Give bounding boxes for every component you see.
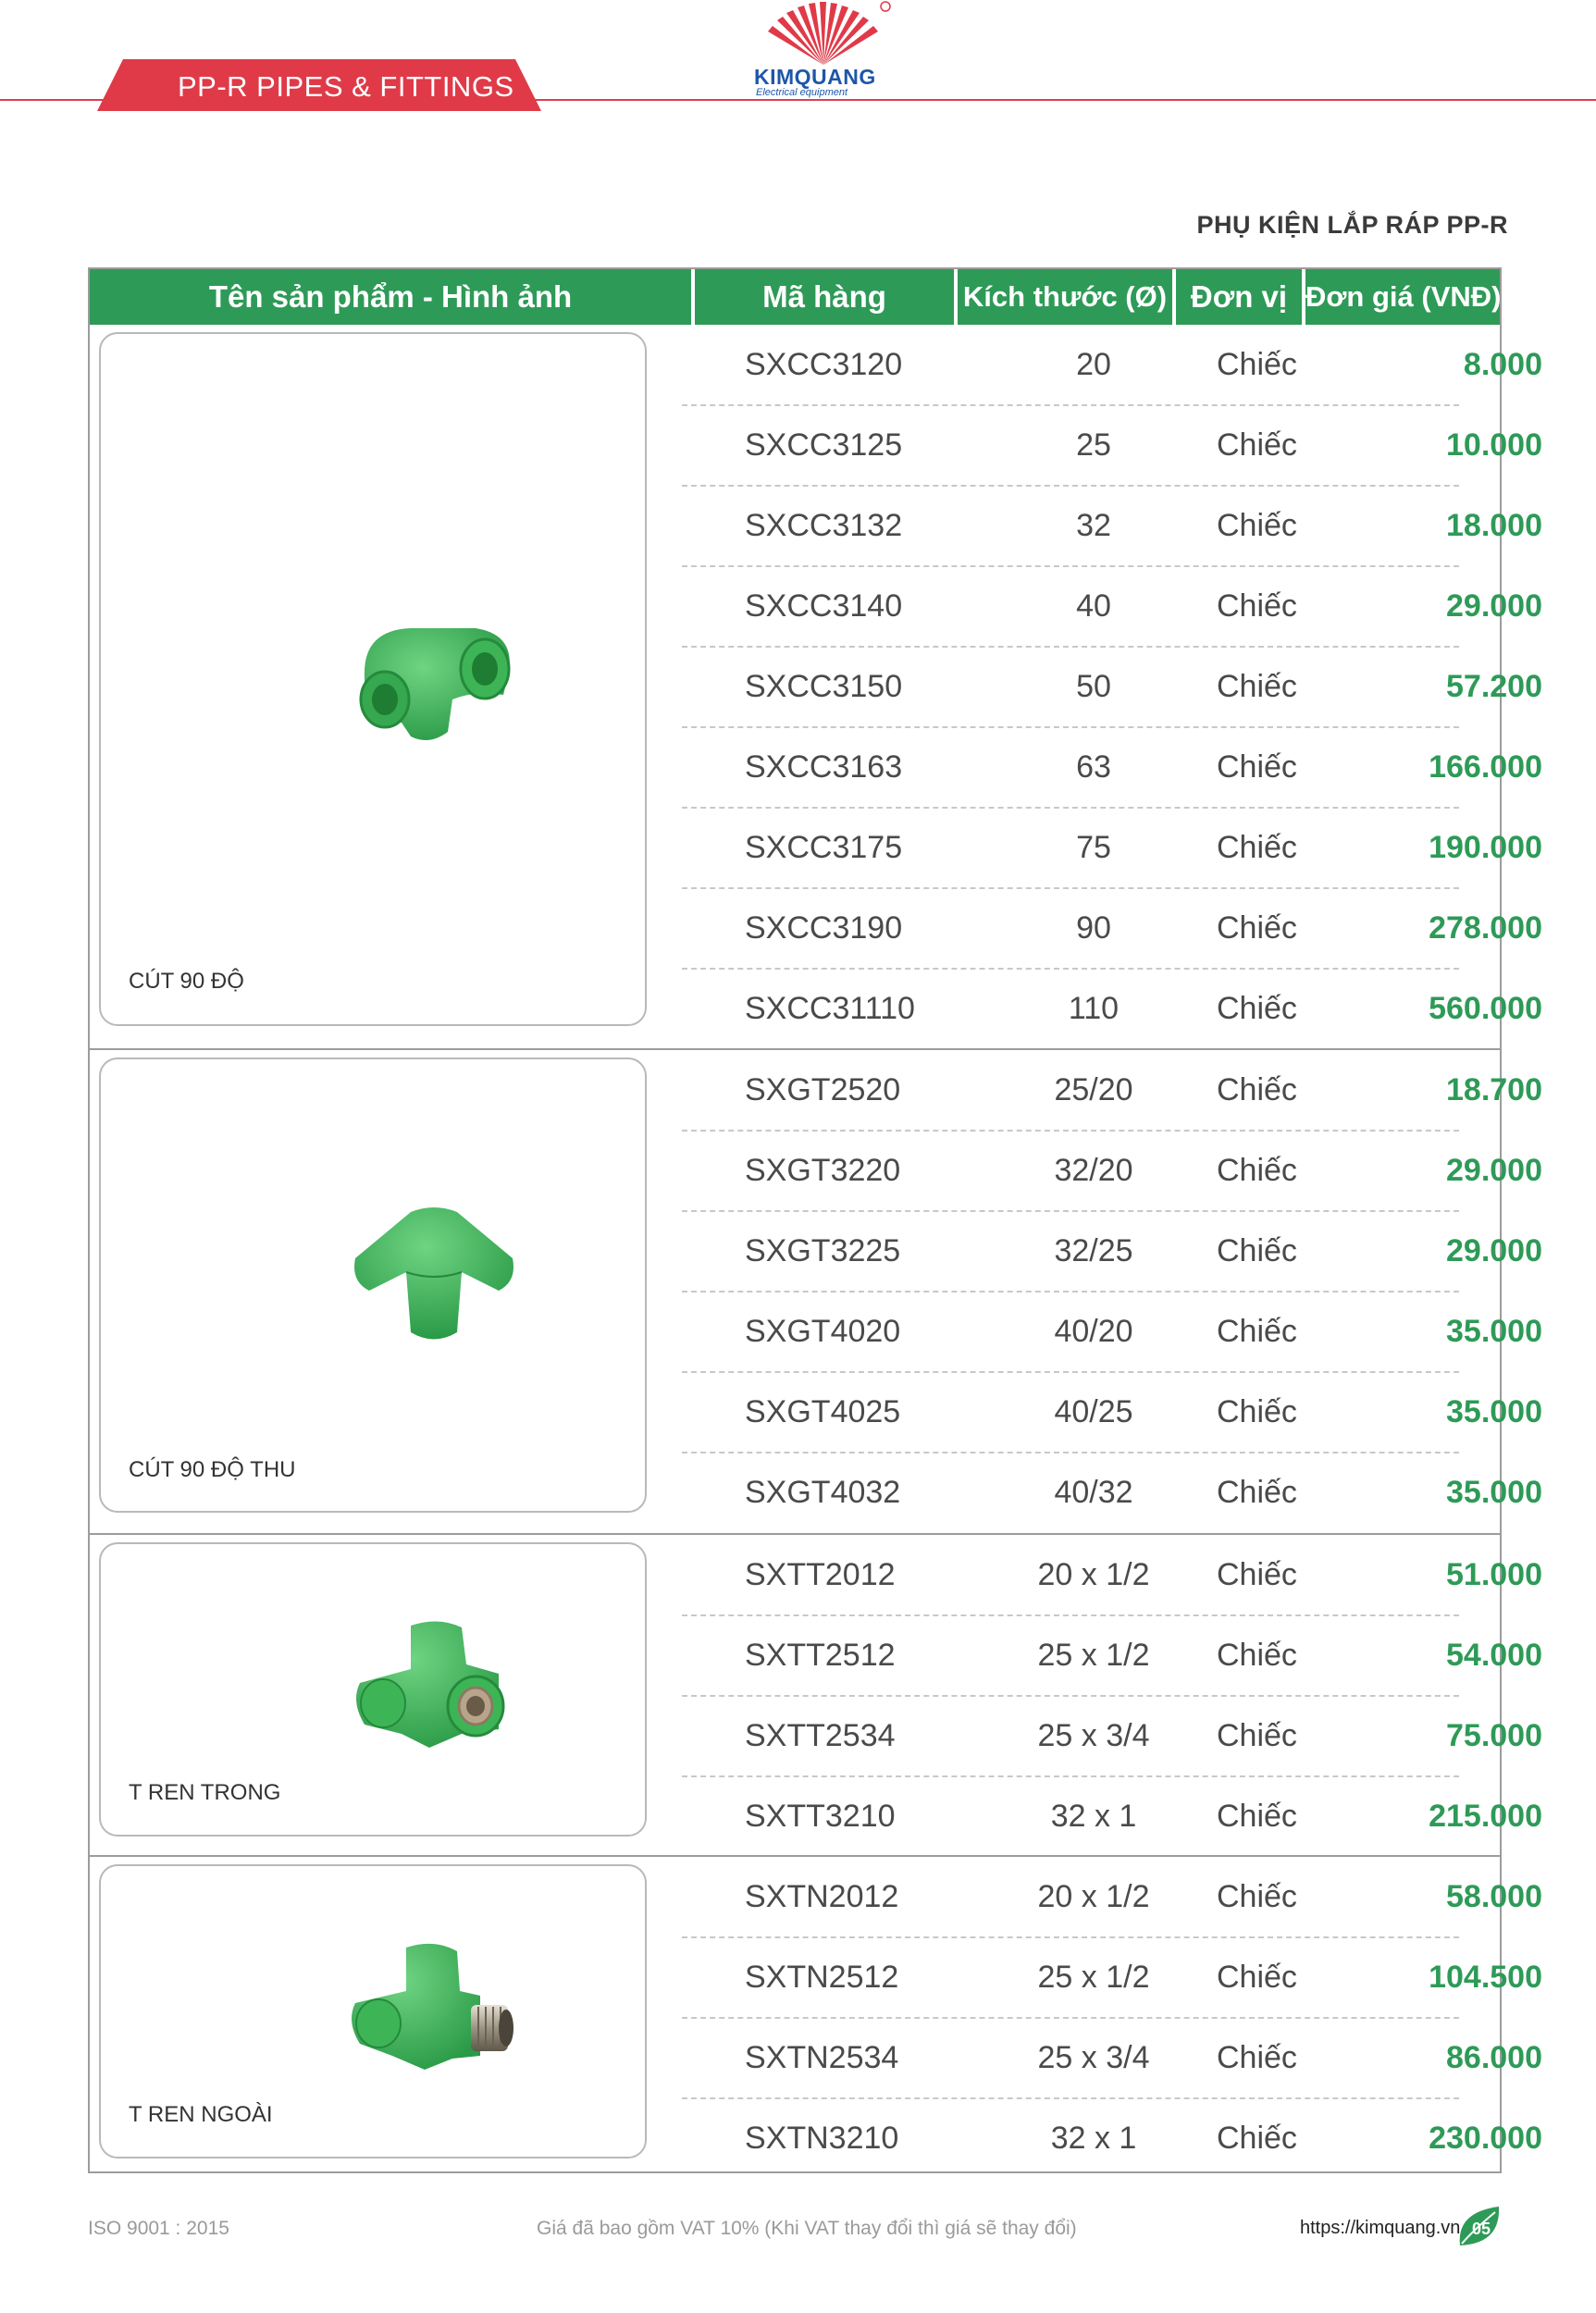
price-table <box>88 267 1542 2173</box>
product-size: 32 <box>1076 508 1111 543</box>
vat-note: Giá đã bao gồm VAT 10% (Khi VAT thay đổi thì giá sẽ thay đổi) <box>537 2218 1077 2239</box>
product-size: 90 <box>1076 910 1111 946</box>
header-size: Kích thước (Ø) <box>962 280 1168 313</box>
product-unit: Chiếc <box>1217 1879 1297 1914</box>
product-code: SXGT4020 <box>745 1314 901 1349</box>
product-price: 215.000 <box>1429 1799 1542 1834</box>
table-row <box>90 1696 1542 1776</box>
product-code: SXCC3140 <box>745 588 903 624</box>
product-name: T REN NGOÀI <box>129 2102 273 2127</box>
product-unit: Chiếc <box>1217 749 1297 785</box>
product-code: SXTT2012 <box>745 1557 896 1592</box>
product-price: 166.000 <box>1429 749 1542 785</box>
header-unit: Đơn vị <box>1190 279 1288 314</box>
website-link[interactable]: https://kimquang.vn <box>1300 2218 1461 2238</box>
product-size: 25 x 3/4 <box>1037 2040 1150 2075</box>
product-size: 32 x 1 <box>1050 1799 1137 1834</box>
product-code: SXTN3210 <box>745 2121 899 2156</box>
product-size: 20 x 1/2 <box>1037 1557 1150 1592</box>
product-size: 32/25 <box>1054 1233 1133 1268</box>
product-size: 63 <box>1076 749 1111 785</box>
product-unit: Chiếc <box>1217 1638 1297 1673</box>
product-code: SXGT3220 <box>745 1153 901 1188</box>
product-code: SXTT2534 <box>745 1718 896 1753</box>
table-row <box>90 1615 1542 1696</box>
table-row <box>90 486 1542 566</box>
product-code: SXTN2512 <box>745 1960 899 1995</box>
table-row <box>90 2098 1542 2179</box>
header-code: Mã hàng <box>762 279 886 314</box>
product-unit: Chiếc <box>1217 991 1297 1026</box>
product-size: 25 x 3/4 <box>1037 1718 1150 1753</box>
table-row <box>90 1453 1542 1533</box>
product-unit: Chiếc <box>1217 1233 1297 1268</box>
product-code: SXTN2534 <box>745 2040 899 2075</box>
product-price: 35.000 <box>1446 1394 1542 1429</box>
product-code: SXCC3120 <box>745 347 903 382</box>
product-price: 8.000 <box>1463 347 1542 382</box>
table-row <box>90 647 1542 727</box>
table-row <box>90 1372 1542 1453</box>
table-row <box>90 969 1542 1049</box>
product-code: SXGT3225 <box>745 1233 901 1268</box>
product-code: SXGT2520 <box>745 1072 901 1107</box>
product-price: 29.000 <box>1446 1153 1542 1188</box>
product-size: 110 <box>1068 991 1120 1026</box>
page-number: 05 <box>1471 2220 1491 2238</box>
product-unit: Chiếc <box>1217 2121 1297 2156</box>
product-unit: Chiếc <box>1217 1799 1297 1834</box>
table-row <box>90 2018 1542 2098</box>
product-size: 25 x 1/2 <box>1037 1638 1150 1673</box>
product-size: 32/20 <box>1054 1153 1133 1188</box>
product-size: 40 <box>1076 588 1111 624</box>
product-name: CÚT 90 ĐỘ THU <box>129 1457 296 1482</box>
product-unit: Chiếc <box>1217 508 1297 543</box>
table-row <box>90 405 1542 486</box>
product-price: 10.000 <box>1446 427 1542 463</box>
product-code: SXCC3190 <box>745 910 903 946</box>
product-unit: Chiếc <box>1217 347 1297 382</box>
product-group-reducing-elbow <box>90 1050 1542 1535</box>
product-unit: Chiếc <box>1217 1153 1297 1188</box>
table-row <box>90 566 1542 647</box>
product-code: SXGT4025 <box>745 1394 901 1429</box>
product-unit: Chiếc <box>1217 2040 1297 2075</box>
logo-wordmark: KIMQUANG <box>754 65 876 89</box>
product-size: 20 x 1/2 <box>1037 1879 1150 1914</box>
table-row <box>90 1050 1542 1131</box>
product-unit: Chiếc <box>1217 1394 1297 1429</box>
header-price: Đơn giá (VNĐ) <box>1305 280 1502 313</box>
product-size: 32 x 1 <box>1050 2121 1137 2156</box>
product-code: SXCC3150 <box>745 669 903 704</box>
table-row <box>90 1857 1542 1937</box>
product-size: 50 <box>1076 669 1111 704</box>
product-price: 75.000 <box>1446 1718 1542 1753</box>
table-header <box>90 269 1500 325</box>
category-banner-text: PP-R PIPES & FITTINGS <box>178 70 514 103</box>
product-code: SXTT2512 <box>745 1638 896 1673</box>
table-row <box>90 808 1542 888</box>
product-code: SXTT3210 <box>745 1799 896 1834</box>
product-price: 278.000 <box>1429 910 1542 946</box>
product-unit: Chiếc <box>1217 1557 1297 1592</box>
table-row <box>90 1292 1542 1372</box>
product-unit: Chiếc <box>1217 830 1297 865</box>
table-row <box>90 1535 1542 1615</box>
table-row <box>90 888 1542 969</box>
product-unit: Chiếc <box>1217 1314 1297 1349</box>
product-price: 29.000 <box>1446 588 1542 624</box>
product-unit: Chiếc <box>1217 669 1297 704</box>
product-price: 190.000 <box>1429 830 1542 865</box>
product-code: SXCC3163 <box>745 749 903 785</box>
product-name: T REN TRONG <box>129 1780 281 1805</box>
product-price: 57.200 <box>1446 669 1542 704</box>
product-size: 25/20 <box>1054 1072 1133 1107</box>
product-price: 560.000 <box>1429 991 1542 1026</box>
header-product: Tên sản phẩm - Hình ảnh <box>208 279 573 314</box>
logo-tagline: Electrical equipment <box>756 87 848 98</box>
product-unit: Chiếc <box>1217 1475 1297 1510</box>
product-code: SXCC3132 <box>745 508 903 543</box>
product-price: 18.700 <box>1446 1072 1542 1107</box>
product-code: SXTN2012 <box>745 1879 899 1914</box>
product-price: 18.000 <box>1446 508 1542 543</box>
table-row <box>90 1776 1542 1857</box>
product-code: SXCC3125 <box>745 427 903 463</box>
product-group-female-tee <box>90 1535 1542 1857</box>
table-row <box>90 1211 1542 1292</box>
product-code: SXCC3175 <box>745 830 903 865</box>
product-size: 20 <box>1076 347 1111 382</box>
section-title: PHỤ KIỆN LẮP RÁP PP-R <box>1196 211 1508 239</box>
product-size: 25 x 1/2 <box>1037 1960 1150 1995</box>
product-price: 35.000 <box>1446 1314 1542 1349</box>
product-size: 40/25 <box>1054 1394 1133 1429</box>
product-price: 104.500 <box>1429 1960 1542 1995</box>
product-unit: Chiếc <box>1217 1072 1297 1107</box>
product-price: 58.000 <box>1446 1879 1542 1914</box>
product-group-male-tee <box>90 1857 1542 2171</box>
product-unit: Chiếc <box>1217 427 1297 463</box>
product-size: 25 <box>1076 427 1111 463</box>
product-group-elbow <box>90 325 1542 1050</box>
product-size: 40/32 <box>1054 1475 1133 1510</box>
product-name: CÚT 90 ĐỘ <box>129 969 244 994</box>
product-code: SXGT4032 <box>745 1475 901 1510</box>
product-size: 40/20 <box>1054 1314 1133 1349</box>
product-unit: Chiếc <box>1217 1960 1297 1995</box>
product-price: 29.000 <box>1446 1233 1542 1268</box>
product-size: 75 <box>1076 830 1111 865</box>
table-row <box>90 325 1542 405</box>
product-code: SXCC31110 <box>745 991 915 1026</box>
product-price: 86.000 <box>1446 2040 1542 2075</box>
product-price: 230.000 <box>1429 2121 1542 2156</box>
product-price: 35.000 <box>1446 1475 1542 1510</box>
product-price: 51.000 <box>1446 1557 1542 1592</box>
table-row <box>90 1937 1542 2018</box>
product-price: 54.000 <box>1446 1638 1542 1673</box>
product-unit: Chiếc <box>1217 910 1297 946</box>
product-unit: Chiếc <box>1217 1718 1297 1753</box>
table-row <box>90 727 1542 808</box>
iso-certification: ISO 9001 : 2015 <box>88 2218 229 2239</box>
product-unit: Chiếc <box>1217 588 1297 624</box>
table-row <box>90 1131 1542 1211</box>
